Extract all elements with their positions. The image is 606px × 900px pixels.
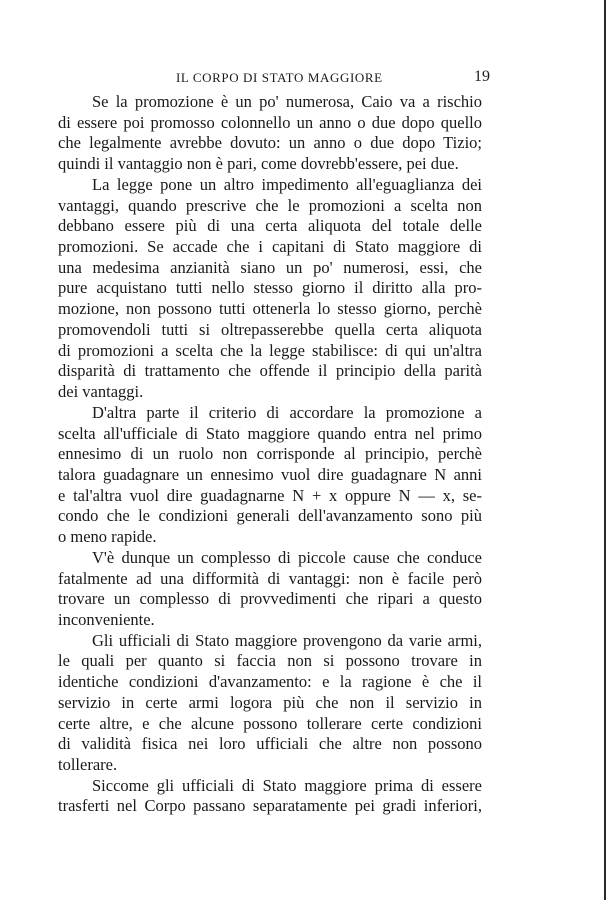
running-title: IL CORPO DI STATO MAGGIORE: [176, 70, 383, 85]
text-line: le quali per quanto si faccia non si possono trovare in: [58, 651, 482, 671]
text-line: identiche condizioni d'avanzamento: e la ragione è che il: [58, 672, 482, 692]
text-line: condo che le condizioni generali dell'avanzamento sono più: [58, 506, 482, 526]
text-line: o meno rapide.: [58, 527, 157, 547]
text-line: disparità di trattamento che offende il principio della parità: [58, 361, 482, 381]
text-line: inconveniente.: [58, 609, 155, 629]
text-line: mozione, non possono tutti ottenerla lo stesso giorno, perchè: [58, 299, 482, 319]
text-line: di promozioni a scelta che la legge stabilisce: di qui un'altra: [58, 340, 482, 360]
text-line: Gli ufficiali di Stato maggiore provengono da varie armi,: [92, 630, 482, 650]
text-line: certe altre, e che alcune possono tollerare certe condizioni: [58, 713, 482, 733]
text-line: trovare un complesso di provvedimenti che ripari a questo: [58, 589, 482, 609]
page-header: [60, 60, 490, 90]
text-line: dei vantaggi.: [58, 382, 144, 402]
text-line: fatalmente ad una difformità di vantaggi: non è facile però: [58, 568, 482, 588]
text-line: una medesima anzianità siano un po' numerosi, essi, che: [58, 257, 482, 277]
text-line: debbano essere più di una certa aliquota del totale delle: [58, 216, 482, 236]
text-line: scelta all'ufficiale di Stato maggiore quando entra nel primo: [58, 423, 482, 443]
text-line: di essere poi promosso colonnello un anno o due dopo quello: [58, 112, 482, 132]
text-line: che legalmente avrebbe dovuto: un anno o due dopo Tizio;: [58, 133, 482, 153]
text-line: e tal'altra vuol dire guadagnarne N + x oppure N — x, se-: [58, 485, 482, 505]
text-line: pure acquistano tutti nello stesso giorno il diritto alla pro-: [58, 278, 482, 298]
text-line: promovendoli tutti si oltrepasserebbe quella certa aliquota: [58, 319, 482, 339]
text-line: Se la promozione è un po' numerosa, Caio va a rischio: [92, 92, 482, 111]
text-line: ennesimo di un ruolo non corrisponde al principio, perchè: [58, 444, 482, 464]
text-line: trasferti nel Corpo passano separatamente pei gradi inferiori,: [58, 796, 482, 816]
text-line: talora guadagnare un ennesimo vuol dire guadagnare N anni: [58, 464, 482, 484]
text-line: servizio in certe armi logora più che non il servizio in: [58, 692, 482, 712]
text-line: tollerare.: [58, 755, 118, 774]
text-line: Siccome gli ufficiali di Stato maggiore prima di essere: [92, 775, 482, 795]
text-line: vantaggi, quando prescrive che le promozioni a scelta non: [58, 195, 482, 215]
text-line: di validità fisica nei loro ufficiali che altre non possono: [58, 734, 482, 754]
body-text: [58, 92, 482, 817]
text-line: promozioni. Se accade che i capitani di Stato maggiore di: [58, 237, 482, 257]
text-line: V'è dunque un complesso di piccole cause che conduce: [92, 547, 482, 567]
page-number: 19: [474, 68, 490, 85]
text-line: D'altra parte il criterio di accordare la promozione a: [92, 402, 482, 422]
text-line: La legge pone un altro impedimento all'eguaglianza dei: [92, 174, 482, 194]
text-line: quindi il vantaggio non è pari, come dovrebb'essere, pei due.: [58, 154, 459, 174]
